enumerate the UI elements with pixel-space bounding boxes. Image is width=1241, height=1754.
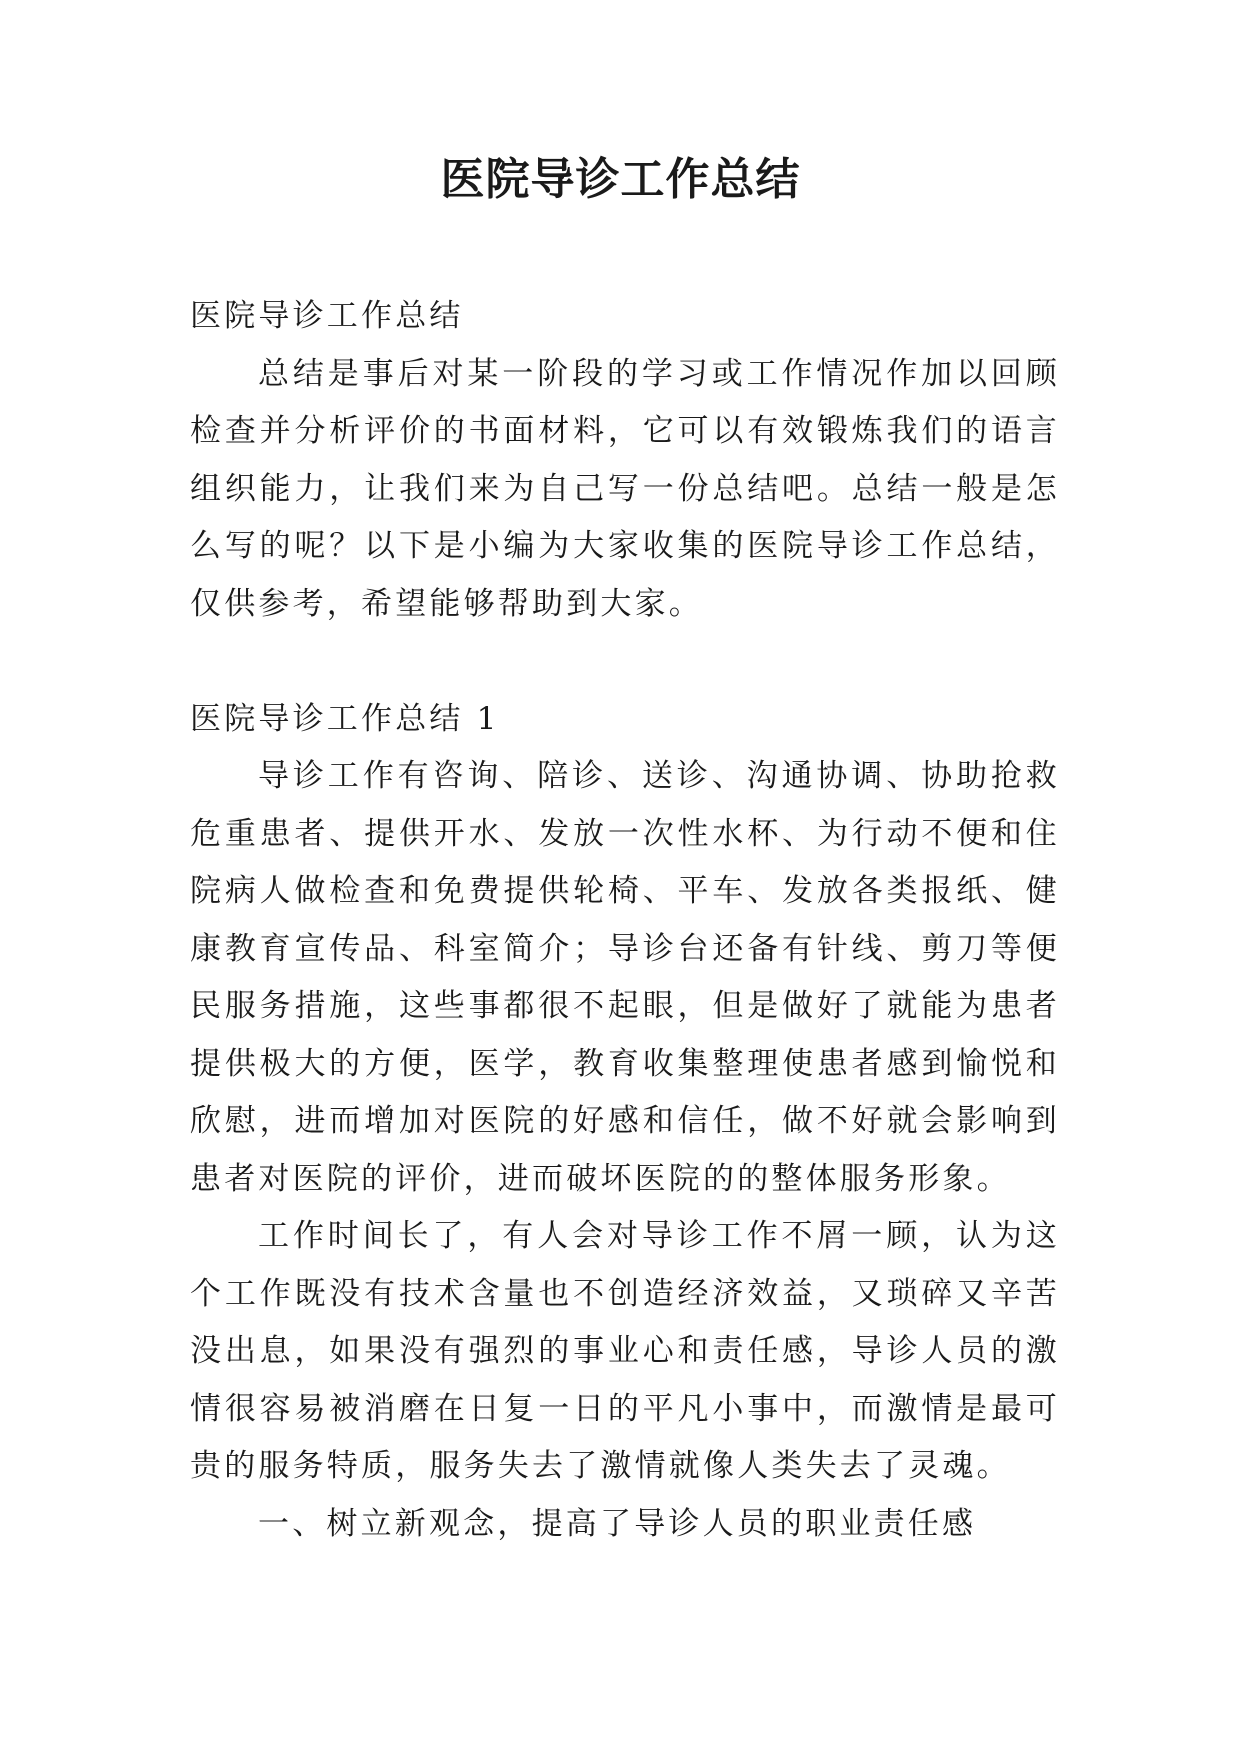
- document-subtitle: 医院导诊工作总结: [190, 298, 464, 334]
- body-paragraph: 工作时间长了，有人会对导诊工作不屑一顾，认为这个工作既没有技术含量也不创造经济效益，又琐碎又辛苦没出息，如果没有强烈的事业心和责任感，导诊人员的激情很容易被消磨在日复一日的平凡小事中，而激情是最可贵的服务特质，服务失去了激情就像人类失去了灵魂。: [190, 1218, 1060, 1484]
- body-paragraph: 导诊工作有咨询、陪诊、送诊、沟通协调、协助抢救危重患者、提供开水、发放一次性水杯、为行动不便和住院病人做检查和免费提供轮椅、平车、发放各类报纸、健康教育宣传品、科室简介；导诊台还备有针线、剪刀等便民服务措施，这些事都很不起眼，但是做好了就能为患者提供极大的方便，医学，教育收集整理使患者感到愉悦和欣慰，进而增加对医院的好感和信任，做不好就会影响到患者对医院的评价，进而破坏医院的的整体服务形象。: [190, 758, 1060, 1197]
- document-body: [190, 288, 1060, 1553]
- section-heading: 医院导诊工作总结 1: [190, 700, 500, 737]
- paragraph-spacer: [190, 633, 1060, 691]
- intro-paragraph: 总结是事后对某一阶段的学习或工作情况作加以回顾检查并分析评价的书面材料，它可以有效锻炼我们的语言组织能力，让我们来为自己写一份总结吧。总结一般是怎么写的呢？以下是小编为大家收集的医院导诊工作总结，仅供参考，希望能够帮助到大家。: [190, 355, 1060, 622]
- document-title: 医院导诊工作总结: [440, 154, 801, 205]
- point-heading: 一、树立新观念，提高了导诊人员的职业责任感: [258, 1505, 977, 1542]
